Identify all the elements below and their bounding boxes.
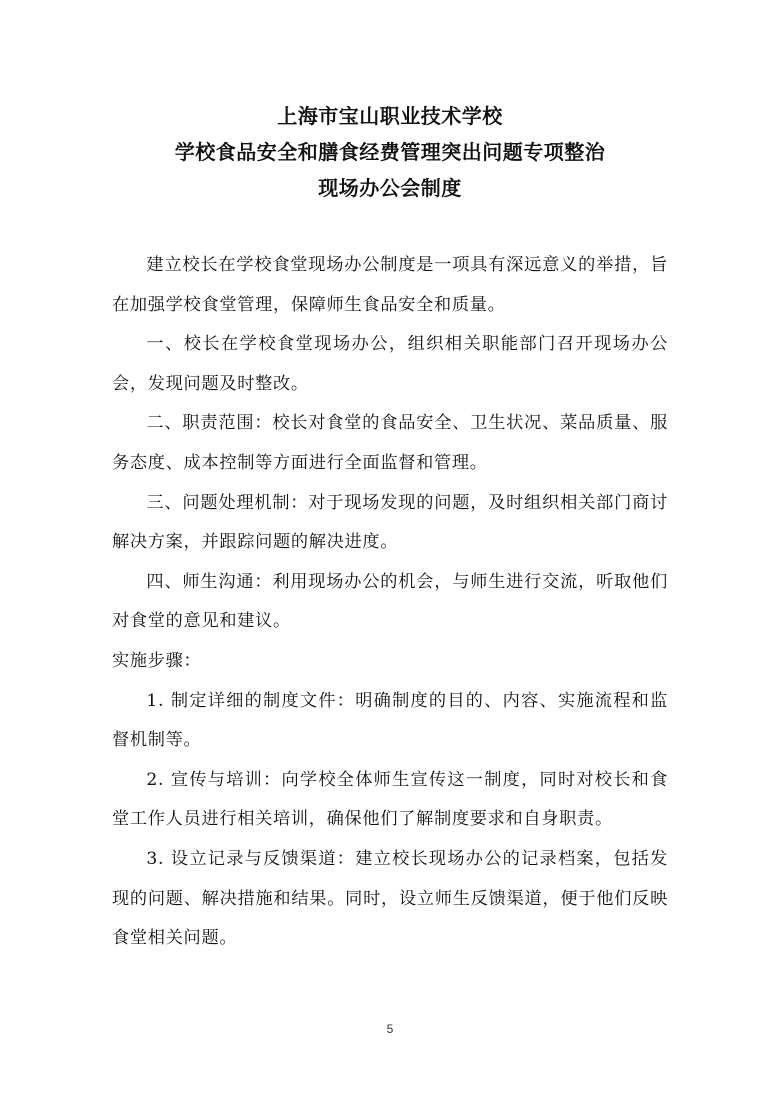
paragraph-item-2: 二、职责范围：校长对食堂的食品安全、卫生状况、菜品质量、服务态度、成本控制等方面进行全面监督和管理。 (112, 413, 668, 473)
paragraph-item-3: 三、问题处理机制：对于现场发现的问题，及时组织相关部门商讨解决方案，并跟踪问题的解决进度。 (112, 492, 668, 553)
paragraph-item-1: 一、校长在学校食堂现场办公，组织相关职能部门召开现场办公会，发现问题及时整改。 (112, 334, 668, 394)
title-subject: 学校食品安全和膳食经费管理突出问题专项整治 (174, 140, 606, 164)
paragraph-item-4: 四、师生沟通：利用现场办公的机会，与师生进行交流，听取他们对食堂的意见和建议。 (112, 571, 668, 632)
title-school-name: 上海市宝山职业技术学校 (277, 104, 503, 128)
document-title (0, 98, 780, 206)
paragraph-intro: 建立校长在学校食堂现场办公制度是一项具有深远意义的举措，旨在加强学校食堂管理，保障师生食品安全和质量。 (112, 255, 668, 315)
paragraph-step-1: 1. 制定详细的制度文件：明确制度的目的、内容、实施流程和监督机制等。 (112, 690, 668, 751)
paragraph-step-2: 2. 宣传与培训：向学校全体师生宣传这一制度，同时对校长和食堂工作人员进行相关培训，确保他们了解制度要求和自身职责。 (112, 769, 668, 830)
paragraph-step-3: 3. 设立记录与反馈渠道：建立校长现场办公的记录档案，包括发现的问题、解决措施和结果。同时，设立师生反馈渠道，便于他们反映食堂相关问题。 (112, 848, 668, 949)
section-heading-steps: 实施步骤： (112, 650, 202, 671)
title-system-name: 现场办公会制度 (318, 176, 462, 200)
page-number: 5 (386, 1022, 394, 1036)
document-body (112, 246, 668, 959)
